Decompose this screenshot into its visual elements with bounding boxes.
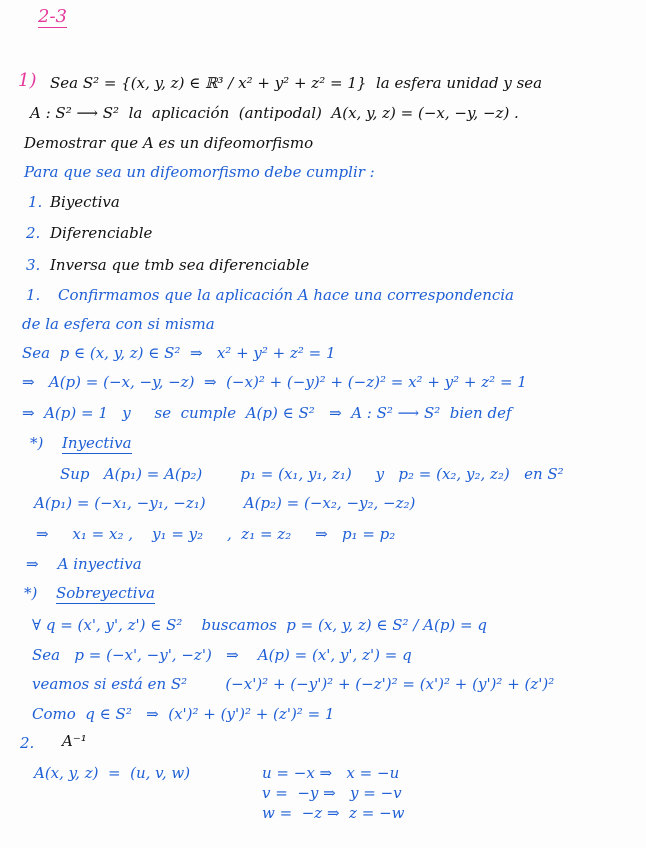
step1-number: 1. [26, 286, 41, 304]
inyectiva-line-4: ⇒ A inyectiva [26, 555, 142, 573]
inyectiva-line-1: Sup A(p₁) = A(p₂) p₁ = (x₁, y₁, z₁) y p₂ = (x₂, y₂, z₂) en S² [60, 465, 564, 483]
problem-number: 1) [18, 70, 37, 91]
step2-title: A⁻¹ [62, 732, 87, 750]
step2-eq-2: v = −y ⇒ y = −v [262, 784, 402, 802]
step1-line-4: ⇒ A(p) = (−x, −y, −z) ⇒ (−x)² + (−y)² + (−z)² = x² + y² + z² = 1 [22, 373, 527, 391]
sobreyectiva-title: Sobreyectiva [56, 584, 155, 602]
page-label: 2-3 [38, 6, 67, 27]
problem-line-2: A : S² ⟶ S² la aplicación (antipodal) A(x, y, z) = (−x, −y, −z) . [30, 104, 519, 122]
sobreyectiva-line-1: ∀ q = (x', y', z') ∈ S² buscamos p = (x, y, z) ∈ S² / A(p) = q [32, 616, 487, 634]
condition-num-1: 1. [28, 193, 43, 211]
sobreyectiva-line-2: Sea p = (−x', −y', −z') ⇒ A(p) = (x', y', z') = q [32, 646, 412, 664]
condition-num-3: 3. [26, 256, 41, 274]
condition-text-2: Diferenciable [50, 224, 153, 242]
condition-text-1: Biyectiva [50, 193, 120, 211]
inyectiva-bullet: *) [30, 434, 44, 452]
inyectiva-line-2: A(p₁) = (−x₁, −y₁, −z₁) A(p₂) = (−x₂, −y₂, −z₂) [34, 494, 416, 512]
condition-text-3: Inversa que tmb sea diferenciable [50, 256, 310, 274]
step2-eq-1: u = −x ⇒ x = −u [262, 764, 400, 782]
step1-line-1: Confirmamos que la aplicación A hace una correspondencia [58, 286, 514, 304]
inyectiva-line-3: ⇒ x₁ = x₂ , y₁ = y₂ , z₁ = z₂ ⇒ p₁ = p₂ [36, 525, 396, 543]
sobreyectiva-line-4: Como q ∈ S² ⇒ (x')² + (y')² + (z')² = 1 [32, 705, 335, 723]
sobreyectiva-line-3: veamos si está en S² (−x')² + (−y')² + (−z')² = (x')² + (y')² + (z')² [32, 675, 555, 693]
problem-line-1: Sea S² = {(x, y, z) ∈ ℝ³ / x² + y² + z² = 1} la esfera unidad y sea [50, 74, 543, 92]
step2-eq-left: A(x, y, z) = (u, v, w) [34, 764, 191, 782]
condition-num-2: 2. [26, 224, 41, 242]
step1-line-3: Sea p ∈ (x, y, z) ∈ S² ⇒ x² + y² + z² = 1 [22, 344, 336, 362]
sobreyectiva-bullet: *) [24, 584, 38, 602]
step1-line-5: ⇒ A(p) = 1 y se cumple A(p) ∈ S² ⇒ A : S² ⟶ S² bien def [22, 404, 512, 422]
inyectiva-title: Inyectiva [62, 434, 132, 452]
step1-line-2: de la esfera con si misma [22, 315, 215, 333]
step2-number: 2. [20, 734, 35, 752]
problem-line-3: Demostrar que A es un difeomorfismo [24, 134, 314, 152]
step2-eq-3: w = −z ⇒ z = −w [262, 804, 405, 822]
conditions-intro: Para que sea un difeomorfismo debe cumplir : [24, 163, 375, 181]
